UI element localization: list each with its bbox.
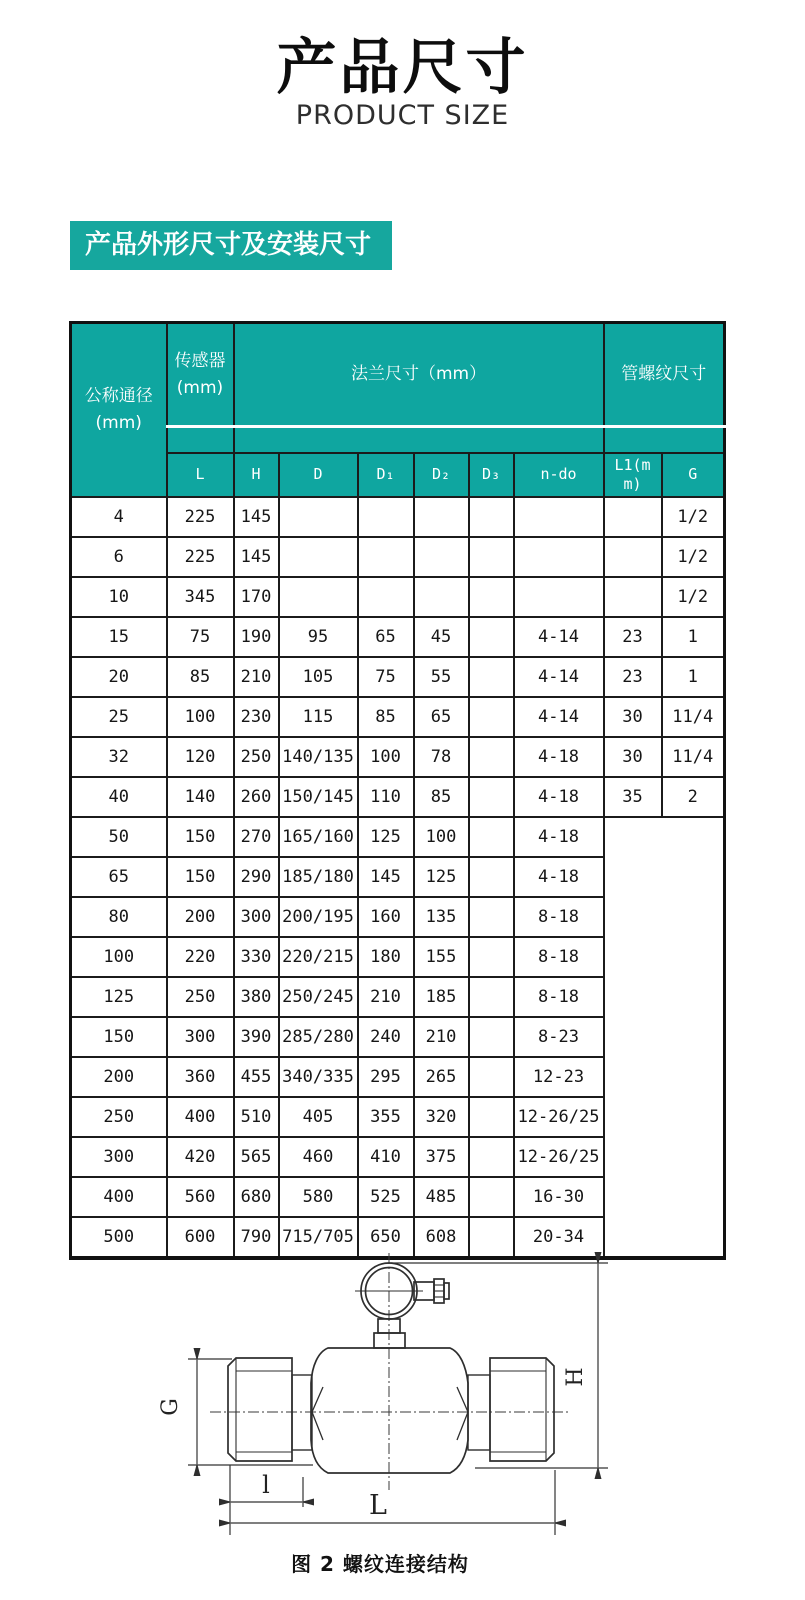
header-subcol-D2: D₂ — [414, 453, 469, 497]
header-subcol-L1: L1(mm) — [604, 453, 662, 497]
table-cell: 65 — [414, 697, 469, 737]
header-subcol-D1: D₁ — [358, 453, 414, 497]
table-cell: 145 — [234, 537, 279, 577]
merged-empty-cell — [604, 817, 725, 1258]
table-cell: 16-30 — [514, 1177, 604, 1217]
table-cell: 790 — [234, 1217, 279, 1258]
table-cell — [469, 617, 514, 657]
table-cell: 78 — [414, 737, 469, 777]
table-cell: 165/160 — [279, 817, 358, 857]
header-sensor-group — [167, 323, 234, 427]
spacer-cell — [604, 427, 725, 453]
table-cell: 6 — [71, 537, 167, 577]
table-cell: 400 — [71, 1177, 167, 1217]
table-cell — [469, 697, 514, 737]
table-cell: 460 — [279, 1137, 358, 1177]
right-connector — [468, 1358, 554, 1461]
table-cell: 110 — [358, 777, 414, 817]
table-cell: 405 — [279, 1097, 358, 1137]
table-row — [71, 777, 725, 817]
table-cell: 185 — [414, 977, 469, 1017]
table-cell: 140 — [167, 777, 234, 817]
table-cell: 375 — [414, 1137, 469, 1177]
table-cell — [358, 577, 414, 617]
spacer-cell — [234, 427, 604, 453]
table-cell: 10 — [71, 577, 167, 617]
table-cell: 8-23 — [514, 1017, 604, 1057]
page-subtitle: PRODUCT SIZE — [295, 100, 510, 131]
table-cell: 250 — [167, 977, 234, 1017]
table-cell: 75 — [167, 617, 234, 657]
table-cell: 650 — [358, 1217, 414, 1258]
table-cell: 145 — [358, 857, 414, 897]
table-cell: 125 — [358, 817, 414, 857]
table-cell: 600 — [167, 1217, 234, 1258]
table-cell: 115 — [279, 697, 358, 737]
table-cell: 410 — [358, 1137, 414, 1177]
table-cell: 150 — [71, 1017, 167, 1057]
header-row-spacer — [71, 427, 725, 453]
header-subcol-H: H — [234, 453, 279, 497]
page-title: 产品尺寸 — [276, 33, 529, 103]
table-cell: 55 — [414, 657, 469, 697]
table-cell: 210 — [234, 657, 279, 697]
table-cell — [514, 577, 604, 617]
table-cell — [469, 857, 514, 897]
table-row — [71, 737, 725, 777]
table-cell: 105 — [279, 657, 358, 697]
table-cell: 345 — [167, 577, 234, 617]
header-subcol-G: G — [662, 453, 725, 497]
table-cell: 40 — [71, 777, 167, 817]
table-cell: 1 — [662, 657, 725, 697]
table-cell: 190 — [234, 617, 279, 657]
table-row — [71, 497, 725, 537]
table-cell: 510 — [234, 1097, 279, 1137]
header-subcol-n-do: n-do — [514, 453, 604, 497]
header-sensor-line1: 传感器 — [174, 351, 226, 372]
header-subcol-D: D — [279, 453, 358, 497]
table-cell: 400 — [167, 1097, 234, 1137]
table-cell: 200 — [167, 897, 234, 937]
table-cell: 300 — [71, 1137, 167, 1177]
table-cell: 8-18 — [514, 897, 604, 937]
table-cell: 265 — [414, 1057, 469, 1097]
table-row — [71, 817, 725, 857]
threaded-connection-diagram — [150, 1235, 650, 1535]
header-nominal-diameter-line2: (mm) — [95, 412, 142, 433]
table-cell: 160 — [358, 897, 414, 937]
table-row — [71, 697, 725, 737]
header-flange-group: 法兰尺寸（mm） — [234, 323, 604, 427]
display-head — [355, 1263, 449, 1348]
table-cell — [604, 497, 662, 537]
table-cell — [469, 777, 514, 817]
table-cell: 285/280 — [279, 1017, 358, 1057]
table-cell — [469, 657, 514, 697]
table-cell: 220 — [167, 937, 234, 977]
table-cell: 4-14 — [514, 657, 604, 697]
header-pipe-thread-group: 管螺纹尺寸 — [604, 323, 725, 427]
table-cell: 8-18 — [514, 977, 604, 1017]
table-cell: 240 — [358, 1017, 414, 1057]
table-body — [71, 497, 725, 1258]
table-cell: 75 — [358, 657, 414, 697]
table-cell — [469, 977, 514, 1017]
table-cell: 680 — [234, 1177, 279, 1217]
table-cell: 320 — [414, 1097, 469, 1137]
table-cell: 11/4 — [662, 697, 725, 737]
table-cell — [469, 1137, 514, 1177]
table-cell: 330 — [234, 937, 279, 977]
table-cell: 4-14 — [514, 617, 604, 657]
table-cell: 560 — [167, 1177, 234, 1217]
table-cell: 15 — [71, 617, 167, 657]
table-cell: 12-26/25 — [514, 1097, 604, 1137]
table-cell: 270 — [234, 817, 279, 857]
table-cell — [414, 537, 469, 577]
table-cell — [604, 577, 662, 617]
table-cell: 300 — [234, 897, 279, 937]
table-cell: 65 — [71, 857, 167, 897]
header-subcol-L: L — [167, 453, 234, 497]
table-cell: 65 — [358, 617, 414, 657]
table-cell: 12-26/25 — [514, 1137, 604, 1177]
table-cell — [514, 497, 604, 537]
table-cell: 260 — [234, 777, 279, 817]
table-cell: 485 — [414, 1177, 469, 1217]
table-cell: 8-18 — [514, 937, 604, 977]
table-cell: 4-14 — [514, 697, 604, 737]
table-cell — [414, 497, 469, 537]
table-cell: 390 — [234, 1017, 279, 1057]
table-cell — [469, 1097, 514, 1137]
table-cell: 170 — [234, 577, 279, 617]
table-cell: 295 — [358, 1057, 414, 1097]
table-cell: 95 — [279, 617, 358, 657]
table-cell: 155 — [414, 937, 469, 977]
table-row — [71, 537, 725, 577]
table-cell: 23 — [604, 617, 662, 657]
table-cell — [469, 1017, 514, 1057]
table-cell: 580 — [279, 1177, 358, 1217]
table-cell: 150 — [167, 817, 234, 857]
left-connector — [228, 1358, 312, 1461]
header-row-subcols — [71, 453, 725, 497]
table-cell — [279, 577, 358, 617]
table-cell: 23 — [604, 657, 662, 697]
table-cell — [279, 537, 358, 577]
table-cell: 80 — [71, 897, 167, 937]
table-cell: 225 — [167, 537, 234, 577]
table-cell: 300 — [167, 1017, 234, 1057]
table-cell: 30 — [604, 737, 662, 777]
table-cell: 1/2 — [662, 537, 725, 577]
table-cell: 45 — [414, 617, 469, 657]
table-cell: 608 — [414, 1217, 469, 1258]
table-cell: 35 — [604, 777, 662, 817]
table-cell — [469, 817, 514, 857]
table-cell: 230 — [234, 697, 279, 737]
table-cell: 1/2 — [662, 497, 725, 537]
header-subcol-D3: D₃ — [469, 453, 514, 497]
table-cell: 20 — [71, 657, 167, 697]
figure-caption: 图 2 螺纹连接结构 — [291, 1552, 469, 1576]
table-cell: 420 — [167, 1137, 234, 1177]
table-cell: 125 — [71, 977, 167, 1017]
table-cell: 380 — [234, 977, 279, 1017]
table-cell: 1 — [662, 617, 725, 657]
table-row — [71, 657, 725, 697]
table-cell: 4 — [71, 497, 167, 537]
table-cell: 100 — [71, 937, 167, 977]
table-cell: 290 — [234, 857, 279, 897]
table-cell — [469, 1177, 514, 1217]
table-cell: 455 — [234, 1057, 279, 1097]
table-cell: 150/145 — [279, 777, 358, 817]
table-cell: 200/195 — [279, 897, 358, 937]
table-cell — [469, 497, 514, 537]
table-cell — [358, 537, 414, 577]
table-cell: 85 — [414, 777, 469, 817]
table-cell: 12-23 — [514, 1057, 604, 1097]
table-cell: 100 — [358, 737, 414, 777]
table-cell: 210 — [358, 977, 414, 1017]
table-cell — [604, 537, 662, 577]
dim-label-g: G — [158, 1398, 183, 1416]
table-cell — [358, 497, 414, 537]
table-cell: 500 — [71, 1217, 167, 1258]
dimension-H — [391, 1263, 608, 1468]
table-cell: 1/2 — [662, 577, 725, 617]
table-cell: 250/245 — [279, 977, 358, 1017]
dimension-table — [69, 321, 726, 1260]
table-cell — [469, 737, 514, 777]
table-cell: 120 — [167, 737, 234, 777]
table-cell: 180 — [358, 937, 414, 977]
table-cell — [414, 577, 469, 617]
table-cell: 4-18 — [514, 817, 604, 857]
table-cell: 715/705 — [279, 1217, 358, 1258]
table-cell: 220/215 — [279, 937, 358, 977]
table-cell — [514, 537, 604, 577]
table-cell: 4-18 — [514, 857, 604, 897]
table-cell: 32 — [71, 737, 167, 777]
table-cell: 100 — [167, 697, 234, 737]
table-cell: 20-34 — [514, 1217, 604, 1258]
table-cell — [469, 577, 514, 617]
flowmeter-drawing — [150, 1235, 650, 1535]
table-cell — [469, 897, 514, 937]
table-cell: 25 — [71, 697, 167, 737]
table-cell: 225 — [167, 497, 234, 537]
table-cell: 2 — [662, 777, 725, 817]
table-cell: 355 — [358, 1097, 414, 1137]
table-row — [71, 617, 725, 657]
table-cell: 125 — [414, 857, 469, 897]
table-cell — [469, 1057, 514, 1097]
table-cell: 565 — [234, 1137, 279, 1177]
table-cell: 150 — [167, 857, 234, 897]
table-cell: 250 — [71, 1097, 167, 1137]
table-cell: 135 — [414, 897, 469, 937]
table-cell: 85 — [167, 657, 234, 697]
table-cell: 50 — [71, 817, 167, 857]
header-nominal-diameter-line1: 公称通径 — [84, 385, 153, 406]
header-sensor-line2: (mm) — [176, 377, 224, 398]
table-cell: 11/4 — [662, 737, 725, 777]
table-cell: 85 — [358, 697, 414, 737]
table-row — [71, 577, 725, 617]
section-banner: 产品外形尺寸及安装尺寸 — [70, 221, 392, 270]
dim-label-l: l — [262, 1471, 270, 1499]
table-cell: 4-18 — [514, 777, 604, 817]
table-cell — [469, 937, 514, 977]
table-cell: 30 — [604, 697, 662, 737]
table-cell: 340/335 — [279, 1057, 358, 1097]
spacer-cell — [167, 427, 234, 453]
dim-label-L: L — [369, 1490, 387, 1521]
table-cell: 200 — [71, 1057, 167, 1097]
header-row-groups — [71, 323, 725, 427]
table-cell: 145 — [234, 497, 279, 537]
header-nominal-diameter — [71, 323, 167, 497]
table-cell: 4-18 — [514, 737, 604, 777]
table-cell: 360 — [167, 1057, 234, 1097]
dim-label-h: H — [563, 1367, 588, 1387]
table-cell: 100 — [414, 817, 469, 857]
table-cell — [279, 497, 358, 537]
table-cell: 210 — [414, 1017, 469, 1057]
table-cell: 525 — [358, 1177, 414, 1217]
table-cell: 250 — [234, 737, 279, 777]
table-cell — [469, 537, 514, 577]
table-cell: 140/135 — [279, 737, 358, 777]
table-cell: 185/180 — [279, 857, 358, 897]
